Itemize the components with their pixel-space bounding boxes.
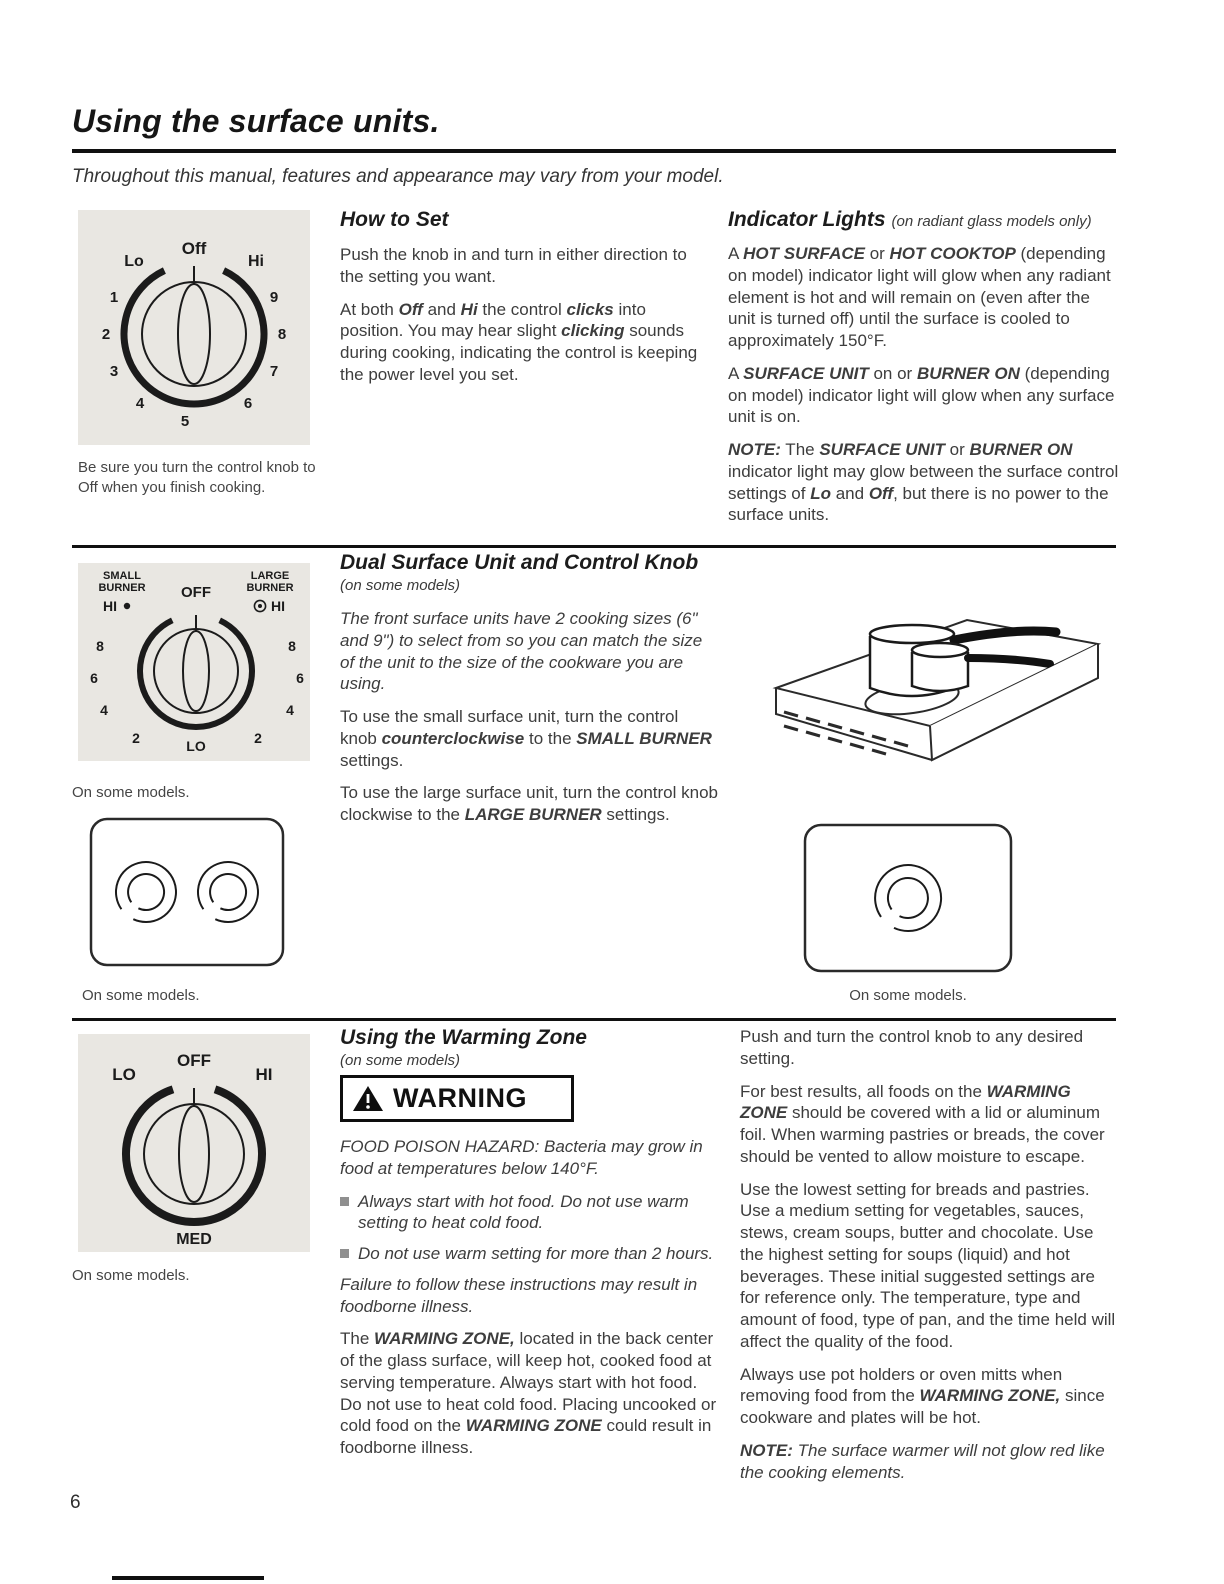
knob-dial-graphic	[78, 210, 310, 445]
dual-knob-dial-graphic	[78, 563, 310, 761]
warming-zone-knob-figure	[78, 1034, 310, 1252]
warming-right-p1: Push and turn the control knob to any desired setting.	[740, 1027, 1084, 1068]
section-divider	[72, 545, 1116, 548]
footer-mark	[112, 1576, 264, 1580]
how-to-set-p2: At both Off and Hi the control clicks into position. You may hear slight clicking sounds during cooking, indicating the control is keeping the power level you set.	[340, 299, 698, 384]
figure-caption: On some models.	[72, 784, 190, 801]
section-dual-surface	[340, 551, 718, 837]
svg-text:6: 6	[296, 670, 304, 686]
warming-right-p3: Use the lowest setting for breads and pastries. Use a medium setting for vegetables, sauces, stews, cream soups, butter and chocolate. Use the highest setting for soups (liquid) and hot beverages. These initial suggested settings are for reference only. The temperature, type and amount of food, type of pan, and the time held will affect the quality of the food.	[740, 1179, 1116, 1351]
knob3-med-label: MED	[176, 1231, 212, 1248]
list-item	[340, 1191, 720, 1235]
warming-zone-heading: Using the Warming Zone	[340, 1026, 587, 1049]
warming-right-p4: Always use pot holders or oven mitts when removing food from the WARMING ZONE, since cookware and plates will be hot.	[740, 1364, 1105, 1427]
warming-zone-p1: The WARMING ZONE, located in the back center of the glass surface, will keep hot, cooked food at serving temperature. Always start with hot food. Do not use to heat cold food. Placing uncooked or cold food on the WARMING ZONE could result in foodborne illness.	[340, 1329, 717, 1457]
indicator-lights-p3: NOTE: The SURFACE UNIT or BURNER ON indicator light may glow between the surface control settings of Lo and Off, but there is no power to the surface units.	[728, 440, 1119, 525]
list-item	[340, 1243, 720, 1265]
how-to-set-p1: Push the knob in and turn in either direction to the setting you want.	[340, 245, 687, 286]
pot-on-cooktop-illustration	[762, 600, 1102, 800]
svg-text:3: 3	[109, 363, 119, 380]
warming-right-note: NOTE: The surface warmer will not glow red like the cooking elements.	[740, 1440, 1105, 1482]
dual-surface-p1: The front surface units have 2 cooking sizes (6" and 9") to select from so you can match the size of the unit to the size of the cookware you are using.	[340, 609, 703, 694]
warming-right-p2: For best results, all foods on the WARMING ZONE should be covered with a lid or aluminum foil. When warming pastries or breads, the cover should be vented to allow moisture to escape.	[740, 1081, 1105, 1166]
indicator-lights-heading-note: (on radiant glass models only)	[891, 213, 1092, 230]
svg-text:2: 2	[254, 730, 262, 746]
page-title: Using the surface units.	[72, 103, 440, 139]
dual-surface-p2: To use the small surface unit, turn the control knob counterclockwise to the SMALL BURNER settings.	[340, 707, 712, 770]
svg-text:6: 6	[90, 670, 98, 686]
section-divider	[72, 1018, 1116, 1021]
knob2-lo-label: LO	[186, 738, 206, 754]
square-bullet-icon	[340, 1249, 349, 1258]
indicator-lights-p1: A HOT SURFACE or HOT COOKTOP (depending on model) indicator light will glow when any radiant element is hot and will remain on (even after the unit is turned off) until the surface is cooled to approximately 150°F.	[728, 244, 1111, 350]
dual-burner-diagram	[88, 816, 286, 968]
knob3-off-label: OFF	[177, 1051, 211, 1070]
svg-text:4: 4	[135, 395, 145, 412]
indicator-lights-heading: Indicator Lights	[728, 208, 886, 231]
warming-knob-dial-graphic	[78, 1034, 310, 1252]
dual-surface-p3: To use the large surface unit, turn the control knob clockwise to the LARGE BURNER settings.	[340, 783, 719, 824]
svg-text:8: 8	[288, 638, 296, 654]
knob1-lo-label: Lo	[124, 253, 144, 270]
svg-text:7: 7	[269, 363, 279, 380]
svg-text:8: 8	[277, 326, 287, 343]
how-to-set-heading: How to Set	[340, 208, 449, 231]
single-burner-diagram	[802, 822, 1014, 974]
svg-text:8: 8	[96, 638, 104, 654]
warming-zone-hazard: FOOD POISON HAZARD: Bacteria may grow in food at temperatures below 140°F.	[340, 1137, 703, 1178]
bullet-text: Do not use warm setting for more than 2 hours.	[358, 1244, 714, 1263]
svg-text:2: 2	[132, 730, 140, 746]
dual-surface-heading: Dual Surface Unit and Control Knob	[340, 551, 699, 574]
svg-text:5: 5	[180, 413, 190, 430]
page-number: 6	[70, 1492, 81, 1513]
svg-text:BURNER: BURNER	[98, 582, 146, 594]
warming-zone-subheading: (on some models)	[340, 1052, 461, 1069]
section-how-to-set	[340, 208, 702, 397]
knob3-lo-label: LO	[112, 1065, 136, 1084]
section-warming-zone	[340, 1026, 720, 1470]
knob2-hi-left-label: HI	[103, 598, 117, 614]
indicator-lights-p2: A SURFACE UNIT on or BURNER ON (depending on model) indicator light will glow when any surface unit is on.	[728, 363, 1115, 427]
dual-control-knob-figure	[78, 563, 310, 761]
svg-text:2: 2	[101, 326, 111, 343]
svg-text:9: 9	[269, 289, 279, 306]
section-indicator-lights	[728, 208, 1122, 537]
svg-text:4: 4	[286, 702, 294, 718]
knob2-large-burner-label: LARGE	[250, 570, 290, 582]
warming-zone-failure: Failure to follow these instructions may result in foodborne illness.	[340, 1274, 698, 1316]
svg-text:6: 6	[243, 395, 253, 412]
dual-surface-subheading: (on some models)	[340, 577, 461, 594]
square-bullet-icon	[340, 1197, 349, 1206]
svg-text:1: 1	[109, 289, 119, 306]
knob1-hi-label: Hi	[248, 253, 264, 270]
control-knob-figure	[78, 210, 310, 445]
knob2-small-burner-label: SMALL	[103, 570, 141, 582]
bullet-text: Always start with hot food. Do not use warm setting to heat cold food.	[358, 1191, 689, 1233]
warning-triangle-icon	[352, 1085, 384, 1113]
title-rule	[72, 149, 1116, 153]
svg-text:4: 4	[100, 702, 108, 718]
section-warming-zone-right	[740, 1026, 1118, 1494]
warning-box	[340, 1075, 574, 1122]
small-burner-dot-icon	[124, 603, 130, 609]
svg-text:BURNER: BURNER	[246, 582, 294, 594]
intro-text: Throughout this manual, features and appearance may vary from your model.	[72, 166, 724, 187]
knob2-off-label: OFF	[181, 584, 211, 601]
knob3-hi-label: HI	[255, 1065, 273, 1084]
figure-caption: On some models.	[849, 987, 967, 1004]
knob1-off-label: Off	[181, 239, 207, 258]
figure-caption: On some models.	[82, 987, 200, 1004]
figure-caption: On some models.	[72, 1267, 190, 1284]
knob2-hi-right-label: HI	[271, 598, 285, 614]
figure-caption: Be sure you turn the control knob to Off when you finish cooking.	[78, 459, 316, 496]
warning-label: WARNING	[393, 1083, 527, 1113]
